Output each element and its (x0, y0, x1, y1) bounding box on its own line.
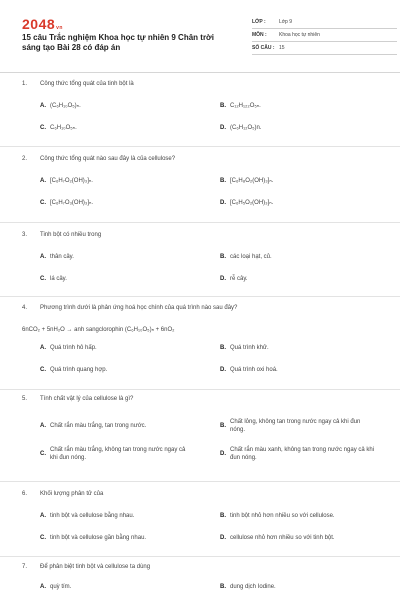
question-text: Công thức tổng quát của tinh bột là (40, 81, 134, 87)
document-header (22, 14, 382, 72)
option-text: Quá trình khử. (230, 345, 269, 351)
option-key: B. (220, 345, 226, 351)
option-key: A. (40, 423, 46, 429)
option-key: A. (40, 254, 46, 260)
meta-row-count (252, 42, 397, 55)
option-text: [C₆H₈O₂(OH)₃]ₙ. (230, 178, 274, 184)
question-3 (22, 230, 382, 290)
option-d[interactable] (202, 534, 382, 542)
option-key: A. (40, 513, 46, 519)
option-text: Chất rắn màu xanh, không tan trong nước ngay cả khi đun nóng. (230, 447, 375, 461)
question-divider (0, 389, 400, 390)
option-text: (C₆H₁₂O₅)n. (230, 125, 262, 131)
question-1 (22, 79, 382, 139)
meta-label: MÔN : (252, 32, 267, 38)
option-b[interactable] (202, 177, 382, 185)
option-text: thân cây. (50, 254, 74, 260)
option-c[interactable] (22, 275, 202, 283)
option-text: Chất lỏng, không tan trong nước ngay cả khi đun nóng. (230, 419, 361, 433)
question-5 (22, 394, 382, 468)
site-logo[interactable] (22, 16, 63, 32)
option-key: B. (220, 103, 226, 109)
option-key: B. (220, 584, 226, 590)
meta-row-class (252, 16, 397, 29)
question-divider (0, 146, 400, 147)
option-key: D. (220, 200, 226, 206)
logo-suffix: vn (56, 25, 63, 31)
option-text: cellulose nhỏ hơn nhiều so với tinh bột. (230, 535, 335, 541)
header-divider (0, 72, 400, 73)
option-key: D. (220, 125, 226, 131)
option-key: C. (40, 125, 46, 131)
question-number: 3. (22, 232, 28, 238)
question-text: Tinh bột có nhiều trong (40, 232, 102, 238)
question-4 (22, 303, 382, 381)
option-text: dung dịch Iodine. (230, 584, 276, 590)
option-d[interactable] (202, 199, 382, 207)
option-text: [C₆H₇O₃(OH)₃]ₙ. (50, 200, 94, 206)
question-number: 7. (22, 564, 28, 570)
option-a[interactable] (22, 177, 202, 185)
option-text: Quá trình hô hấp. (50, 345, 97, 351)
question-number: 2. (22, 156, 28, 162)
option-key: C. (40, 276, 46, 282)
logo-text: 2048 (22, 16, 56, 32)
option-b[interactable] (202, 344, 382, 352)
question-number: 4. (22, 305, 28, 311)
question-6 (22, 489, 382, 549)
option-text: quỳ tím. (50, 584, 72, 590)
option-c[interactable] (22, 124, 202, 132)
option-key: D. (220, 276, 226, 282)
option-key: B. (220, 178, 226, 184)
option-key: B. (220, 513, 226, 519)
option-key: D. (220, 535, 226, 541)
option-a[interactable] (22, 102, 202, 110)
option-b[interactable] (202, 512, 382, 520)
option-key: D. (220, 451, 226, 457)
question-text: Phương trình dưới là phản ứng hoá học chính của quá trình nào sau đây? (40, 305, 238, 311)
question-number: 1. (22, 81, 28, 87)
meta-row-subject (252, 29, 397, 42)
option-b[interactable] (202, 253, 382, 261)
option-key: C. (40, 200, 46, 206)
option-key: C. (40, 535, 46, 541)
option-text: Quá trình oxi hoá. (230, 367, 278, 373)
option-c[interactable] (22, 446, 202, 462)
option-text: các loại hạt, củ. (230, 254, 272, 260)
option-b[interactable] (202, 418, 382, 434)
question-divider (0, 481, 400, 482)
question-number: 6. (22, 491, 28, 497)
option-text: [C₆H₇O₂(OH)₃]ₙ. (50, 178, 93, 184)
option-d[interactable] (202, 124, 382, 132)
meta-label: LỚP : (252, 19, 266, 25)
question-divider (0, 296, 400, 297)
meta-table (252, 16, 397, 55)
option-d[interactable] (202, 446, 382, 462)
meta-value: 15 (279, 45, 285, 51)
option-text: C₁₂H₁₂₂O₅ₙ. (230, 103, 261, 109)
option-key: A. (40, 584, 46, 590)
option-text: tinh bột và cellulose gần bằng nhau. (50, 535, 147, 541)
question-text: Khối lượng phân tử của (40, 491, 104, 497)
option-text: Chất rắn màu trắng, không tan trong nước ngay cả khi đun nóng. (50, 447, 186, 461)
option-b[interactable] (202, 583, 382, 591)
question-2 (22, 154, 382, 214)
option-key: C. (40, 367, 46, 373)
option-a[interactable] (22, 583, 202, 591)
option-c[interactable] (22, 366, 202, 374)
reaction-equation: 6nCO₂ + 5nH₂O → anh sangclorophin (C₆H₁₀O₅)ₙ + 6nO₂ (22, 326, 175, 333)
meta-value: Khoa học tự nhiên (279, 32, 320, 38)
option-text: [C₆H₅O₂(OH)₃]ₙ. (230, 200, 274, 206)
option-d[interactable] (202, 275, 382, 283)
question-text: Để phân biệt tinh bột và cellulose ta dùng (40, 564, 151, 570)
question-divider (0, 222, 400, 223)
question-number: 5. (22, 396, 28, 402)
option-key: B. (220, 423, 226, 429)
option-a[interactable] (22, 422, 202, 430)
question-text: Tính chất vật lý của cellulose là gì? (40, 396, 134, 402)
option-a[interactable] (22, 344, 202, 352)
meta-value: Lớp 9 (279, 19, 293, 25)
option-text: Chất rắn màu trắng, tan trong nước. (50, 423, 147, 429)
option-c[interactable] (22, 199, 202, 207)
option-d[interactable] (202, 366, 382, 374)
option-key: D. (220, 367, 226, 373)
option-key: A. (40, 178, 46, 184)
option-text: lá cây. (50, 276, 67, 282)
option-text: tinh bột và cellulose bằng nhau. (50, 513, 135, 519)
page-title: 15 câu Trắc nghiệm Khoa học tự nhiên 9 Chân trời sáng tạo Bài 28 có đáp án (22, 33, 214, 52)
question-divider (0, 556, 400, 557)
option-text: (C₆H₁₀O₅)ₙ. (50, 103, 81, 109)
option-key: C. (40, 451, 46, 457)
option-text: tinh bột nhỏ hơn nhiều so với cellulose. (230, 513, 335, 519)
option-b[interactable] (202, 102, 382, 110)
meta-label: SỐ CÂU : (252, 45, 275, 51)
option-a[interactable] (22, 253, 202, 261)
option-text: Quá trình quang hợp. (50, 367, 108, 373)
option-key: A. (40, 345, 46, 351)
option-key: B. (220, 254, 226, 260)
question-7 (22, 562, 382, 598)
option-text: C₆H₁₀O₅ₙ. (50, 125, 77, 131)
option-c[interactable] (22, 534, 202, 542)
option-text: rễ cây. (230, 276, 248, 282)
option-a[interactable] (22, 512, 202, 520)
question-text: Công thức tổng quát nào sau đây là của cellulose? (40, 156, 176, 162)
option-key: A. (40, 103, 46, 109)
